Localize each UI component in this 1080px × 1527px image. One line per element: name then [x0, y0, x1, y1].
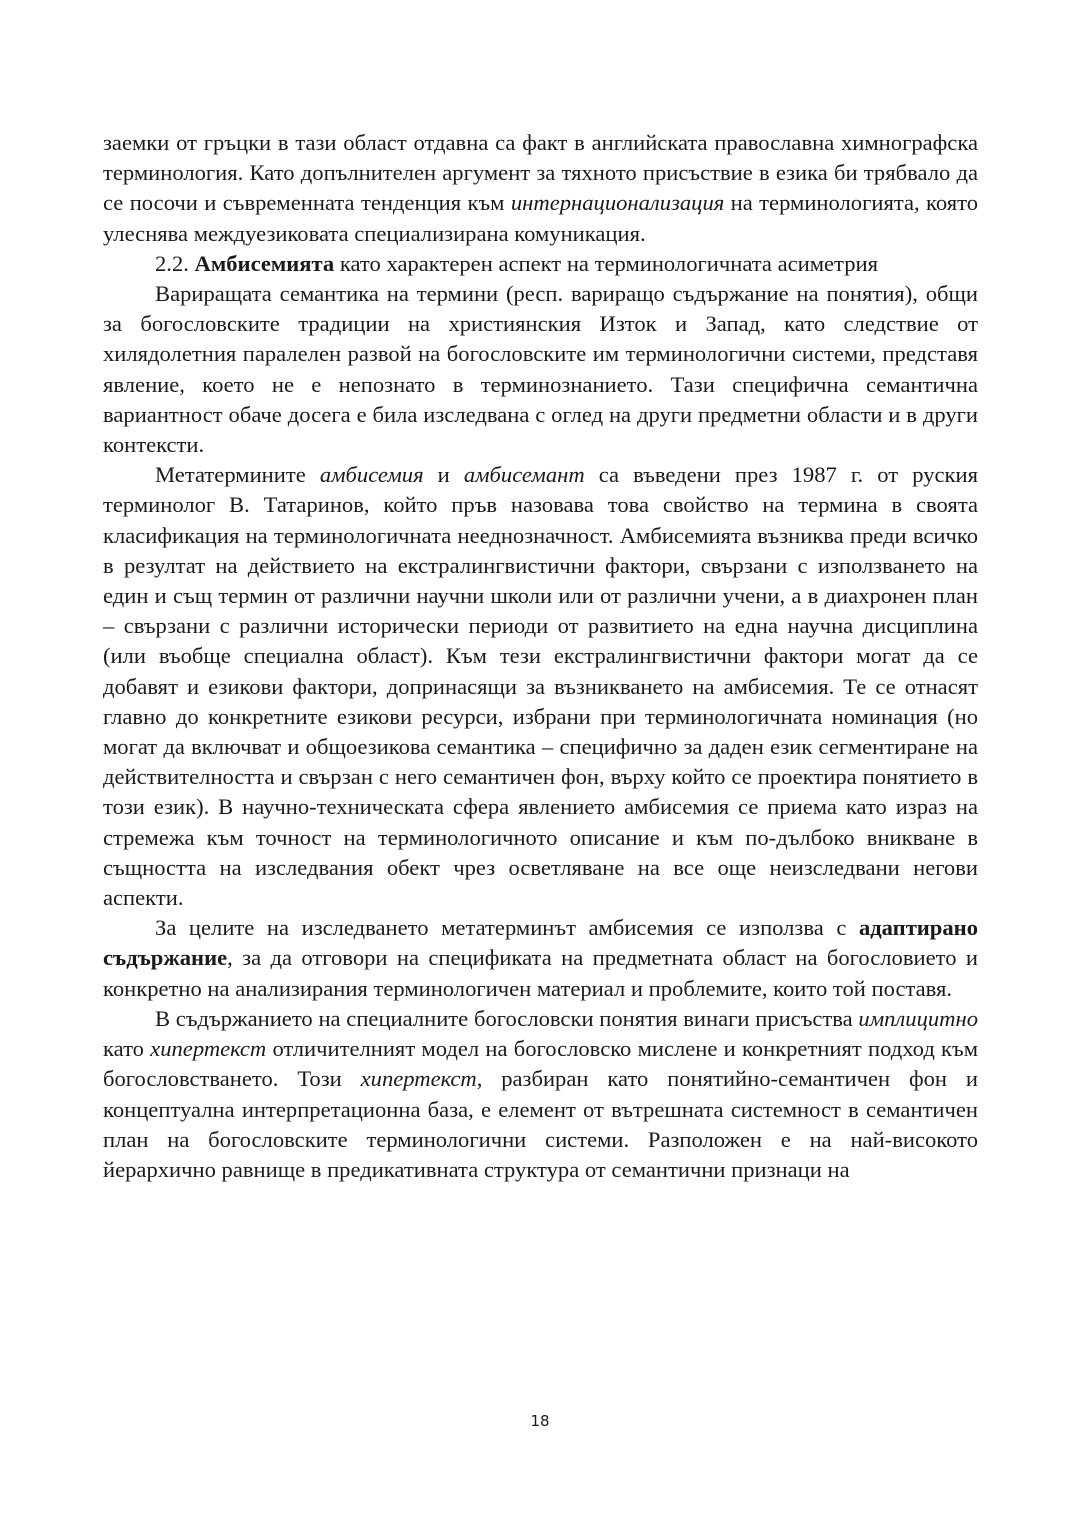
paragraph-3: Метатермините амбисемия и амбисемант са въведени през 1987 г. от руския терминолог В. Татаринов, който пръв назовава това свойство на термина в своята класификация на терминологичната нееднозначност. Амбисемията възниква преди всичко в резултат на действието на екстралингвистични фактори, свързани с използването на един и същ термин от различни научни школи или от различни учени, а в диахронен план – свързани с различни исторически периоди от развитието на една научна дисциплина (или въобще специална област). Към тези екстралингвистични фактори могат да се добавят и езикови фактори, допринасящи за възникването на амбисемия. Те се отнасят главно до конкретните езикови ресурси, избрани при терминологичната номинация (но могат да включват и общоезикова семантика – специфично за даден език сегментиране на действителността и свързан с него семантичен фон, върху който се проектира понятието в този език). В научно-техническата сфера явлението амбисемия се приема като израз на стремежа към точност на терминологичното описание и към по-дълбоко вникване в същността на изследвания обект чрез осветляване на все още неизследвани негови аспекти.: [103, 462, 978, 911]
paragraph-2: Вариращата семантика на термини (респ. вариращо съдържание на понятия), общи за богословските традиции на християнския Изток и Запад, като следствие от хилядолетния паралелен развой на богословските им терминологични системи, представя явление, което не е непознато в терминознанието. Тази специфична семантична вариантност обаче досега е била изследвана с оглед на други предметни области и в други контексти.: [103, 281, 978, 458]
italic-term: хипертекст: [360, 1066, 477, 1092]
italic-term: хипертекст: [150, 1036, 267, 1062]
bold-term: адаптирано съдържание: [103, 915, 978, 971]
section-heading-bold: Амбисемията: [194, 250, 335, 276]
italic-term: интернационализация: [510, 190, 725, 216]
paragraph-5: В съдържанието на специалните богословски понятия винаги присъства имплицитно като хипертекст отличителният модел на богословско мислене и конкретният подход към богословстването. Този хипертекст, разбиран като понятийно-семантичен фон и концептуална интерпретационна база, е елемент от вътрешната системност в семантичен план на богословските терминологични системи. Разположен е на най-високото йерархично равнище в предикативната структура от семантични признаци на: [103, 1005, 978, 1182]
paragraph-1: заемки от гръцки в тази област отдавна са факт в английската православна химнографска терминология. Като допълнителен аргумент за тяхното присъствие в езика би трябвало да се посочи и съвременната тенденция към интернационализация на терминологията, която улеснява междуезиковата специализирана комуникация.: [103, 130, 979, 246]
section-heading: [103, 249, 978, 279]
section-number: 2.2.: [155, 250, 195, 276]
italic-term: амбисемия: [319, 462, 424, 488]
section-heading-rest: като характерен аспект на терминологичната асиметрия: [334, 250, 878, 276]
document-body: [103, 128, 978, 1185]
paragraph-4: За целите на изследването метатерминът амбисемия се използва с адаптирано съдържание, за да отговори на спецификата на предметната област на богословието и конкретно на анализирания терминологичен материал и проблемите, които той поставя.: [103, 915, 978, 1001]
italic-term: имплицитно: [858, 1005, 978, 1031]
italic-term: амбисемант: [463, 462, 585, 488]
page-number: 18: [530, 1412, 550, 1430]
